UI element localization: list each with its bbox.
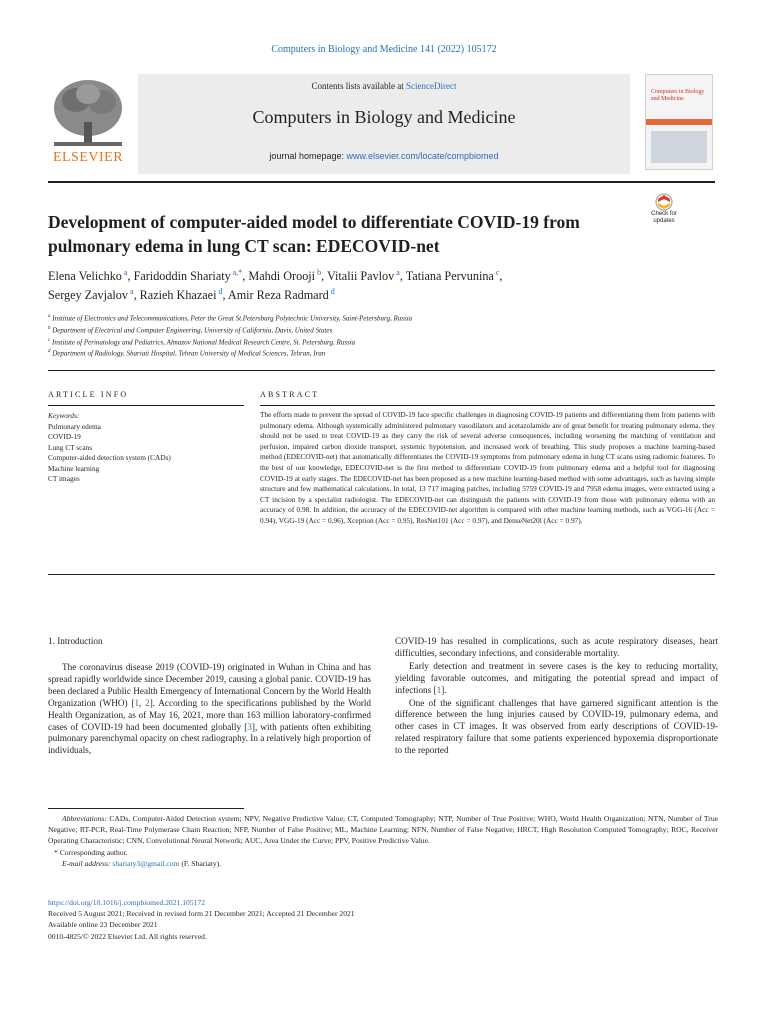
header-divider: [48, 181, 715, 183]
affiliation-text: Department of Electrical and Computer Engineering, University of California, Davis, United States: [50, 326, 333, 335]
affiliation-mark: c: [48, 337, 51, 343]
author-separator: ,: [127, 269, 134, 283]
sciencedirect-link[interactable]: ScienceDirect: [406, 81, 457, 91]
journal-homepage: [138, 151, 630, 161]
author-separator: ,: [321, 269, 327, 283]
footnotes: [48, 813, 718, 869]
author-separator: ,: [133, 288, 140, 302]
email-footnote: [48, 858, 718, 869]
email-suffix: (F. Shariaty).: [179, 858, 222, 868]
citation-link[interactable]: 1: [134, 697, 140, 708]
body-column-left: [48, 662, 371, 757]
abstract-divider: [260, 405, 715, 406]
author-affiliation-mark[interactable]: d: [216, 286, 223, 296]
author-name[interactable]: Tatiana Pervunina: [405, 269, 494, 283]
cover-band: [646, 119, 712, 125]
keyword-item: COVID-19: [48, 432, 81, 441]
check-updates-icon: [648, 193, 680, 211]
author-separator: ,: [399, 269, 406, 283]
paragraph-text: Early detection and treatment in severe cases is the key to reducing mortality, yielding favorable outcomes, and mitigating the potential spread and impact of infections [: [395, 660, 718, 695]
corresponding-text: Corresponding author.: [57, 847, 128, 857]
affiliation-mark: a: [48, 314, 51, 319]
email-link[interactable]: shariaty3@gmail.com: [112, 858, 180, 868]
introduction-heading: 1. Introduction: [48, 636, 103, 646]
article-title: Development of computer-aided model to differentiate COVID-19 from pulmonary edema in lung CT scan: EDECOVID-net: [48, 212, 580, 256]
affiliation-item: [48, 336, 688, 348]
journal-title[interactable]: Computers in Biology and Medicine: [252, 107, 516, 127]
available-online: Available online 23 December 2021: [48, 920, 158, 930]
body-paragraph: [395, 636, 718, 660]
keywords-block: [48, 411, 244, 485]
affiliation-text: Institute of Electronics and Telecommunications, Peter the Great St.Petersburg Polytechnic University, Saint-Petersburg, Russia: [50, 314, 413, 323]
corresponding-mark: *: [54, 847, 58, 857]
author-affiliation-mark[interactable]: a: [121, 267, 128, 277]
affiliation-item: [48, 347, 688, 359]
author-name[interactable]: Vitalii Pavlov: [326, 269, 395, 283]
journal-reference[interactable]: Computers in Biology and Medicine 141 (2022) 105172: [271, 44, 497, 55]
citation-link[interactable]: 1: [436, 684, 442, 695]
keyword-item: Lung CT scans: [48, 442, 93, 452]
affiliations: [48, 312, 688, 359]
article-info-heading: ARTICLE INFO: [48, 390, 129, 399]
corresponding-author-footnote: [48, 847, 718, 858]
publisher-wordmark: ELSEVIER: [52, 150, 124, 165]
author-affiliation-mark[interactable]: c: [493, 267, 500, 277]
doi-link[interactable]: https://doi.org/10.1016/j.compbiomed.2021.105172: [48, 898, 206, 907]
paragraph-text: ], with patients often exhibiting pulmonary parenchymal opacity on chest radiography. In a relatively high proportion of individuals,: [48, 721, 371, 756]
abstract-heading: ABSTRACT: [260, 390, 320, 399]
citation-link[interactable]: 3: [247, 721, 252, 732]
author-name[interactable]: Faridoddin Shariaty: [133, 269, 231, 283]
affiliations-divider: [48, 370, 715, 371]
paragraph-text: COVID-19 has resulted in complications, such as acute respiratory diseases, heart difficulties, secondary infections, and considerable mortality.: [395, 636, 718, 658]
author-affiliation-mark[interactable]: a: [128, 286, 134, 296]
author-name[interactable]: Razieh Khazaei: [139, 288, 217, 302]
body-paragraph: [395, 698, 718, 758]
abbreviations-text: CADs, Computer-Aided Detection system; NPV, Negative Predictive Value; CT, Computed Tomography; NTP, Number of True Positive; WHO, World Health Organization; NTN, Number of True Negative; RT-PCR, Real-Time Polymerase Chain Reaction; NFP, Number of False Positive; ML, Machine Learning; NFN, Number of False Negative; HRCT, High Resolution Computed Tomography; ROC, Receiver Operating Characteristic; CNN, Convolutional Neural Network; AUC, Area Under the Curve; PPV, Positive Predictive Value.: [48, 814, 718, 846]
author-affiliation-mark[interactable]: b: [315, 267, 322, 277]
affiliation-item: [48, 312, 688, 324]
author-name[interactable]: Elena Velichko: [48, 269, 122, 283]
body-paragraph: [48, 662, 371, 757]
affiliation-text: Institute of Perinatology and Pediatrics, Almazov National Medical Research Centre, St. Petersburg, Russia: [50, 337, 356, 346]
homepage-link[interactable]: www.elsevier.com/locate/compbiomed: [346, 151, 499, 161]
keyword-item: Machine learning: [48, 463, 100, 473]
paragraph-text: The coronavirus disease 2019 (COVID-19) originated in Wuhan in China and has spread rapidly worldwide since December 2019, causing a global panic. COVID-19 has been declared a Public Health Emergency of International Concern by the World Health Organization (WHO) [: [48, 662, 371, 708]
received-dates: Received 5 August 2021; Received in revised form 21 December 2021; Accepted 21 December 2021: [48, 909, 355, 919]
keyword-item: Computer-aided detection system (CADs): [48, 453, 171, 462]
author-list: [48, 267, 688, 305]
author-affiliation-mark[interactable]: d: [328, 286, 335, 296]
elsevier-logo: [48, 74, 128, 170]
email-label: E-mail address:: [62, 858, 111, 868]
paragraph-text: One of the significant challenges that have garnered significant attention is the difference between the lung injuries caused by COVID-19, pulmonary edema, and other cases in CT images. It was observed from early descriptions of COVID-19-related respiratory failure that some patients experienced hypoxemia disproportionate to the reported: [395, 697, 718, 756]
keyword-item: CT images: [48, 474, 80, 483]
check-updates-label[interactable]: Check for updates: [651, 211, 677, 224]
keywords-label: Keywords:: [48, 411, 80, 420]
footnote-divider: [48, 808, 244, 809]
abstract-bottom-divider: [48, 574, 715, 575]
keyword-item: Pulmonary edema: [48, 421, 101, 431]
author-separator: ,: [242, 269, 249, 283]
body-column-right: [395, 636, 718, 757]
affiliation-mark: d: [48, 349, 51, 355]
abbreviations-footnote: [48, 813, 718, 847]
affiliation-text: Department of Radiology, Shariati Hospital, Tehran University of Medical Sciences, Tehran, Iran: [50, 349, 326, 358]
author-name[interactable]: Sergey Zavjalov: [48, 288, 128, 302]
article-info-divider: [48, 405, 244, 406]
copyright-line: 0010-4825/© 2022 Elsevier Ltd. All rights reserved.: [48, 931, 207, 941]
homepage-label: journal homepage:: [269, 151, 347, 161]
citation-link[interactable]: 2: [145, 697, 150, 708]
contents-prefix: Contents lists available at: [311, 81, 406, 91]
contents-availability: [138, 81, 630, 91]
journal-cover-thumbnail[interactable]: [645, 74, 713, 170]
abbreviations-label: Abbreviations:: [62, 814, 107, 823]
paragraph-text: ]. According to the specifications published by the World Health Organization, as of May 16, 2021, more than 163 million laboratory-confirmed cases of COVID-19 had been documented globally [: [48, 697, 371, 732]
body-paragraph: [395, 661, 718, 697]
paragraph-text: ,: [139, 697, 146, 708]
article-front-matter: [48, 897, 718, 942]
author-affiliation-mark[interactable]: a,*: [230, 267, 243, 277]
author-separator: ,: [222, 288, 228, 302]
cover-title: Computers in Biology and Medicine: [651, 89, 705, 102]
cover-art: [651, 131, 707, 163]
affiliation-item: [48, 324, 688, 336]
paragraph-text: ].: [441, 684, 447, 695]
author-affiliation-mark[interactable]: a: [394, 267, 400, 277]
author-separator: ,: [499, 269, 503, 283]
author-name[interactable]: Mahdi Orooji: [248, 269, 316, 283]
abstract-text: The efforts made to prevent the spread of COVID-19 face specific challenges in diagnosing COVID-19 patients and differentiating them from patients with pulmonary edema. Although systemically administered pulmonary vasodilators and acetazolamide are of great benefit for treating pulmonary edema, they should not be used to treat COVID-19 as they carry the risk of several adverse consequences, including worsening the matching of ventilation and perfusion, impaired carbon dioxide transport, systemic hypotension, and increased work of breathing. This study proposes a machine learning-based method (EDECOVID-net) that automatically differentiates the COVID-19 symptoms from pulmonary edema in lung CT scans using radiomic features. To the best of our knowledge, EDECOVID-net is the first method to differentiate COVID-19 from pulmonary edema and a helpful tool for diagnosing COVID-19 at early stages. The EDECOVID-net has been proposed as a new machine learning-based method with some advantages, such as having simple structure and few mathematical calculations. In total, 13 717 imaging patches, including 5759 COVID-19 and 7958 edema images, were extracted using a CT incision by a specialist radiologist. The EDECOVID-net can distinguish the patients with COVID-19 from those with pulmonary edema with an accuracy of 0.98. In addition, the accuracy of the EDECOVID-net algorithm is compared with other machine learning methods, such as VGG-16 (Acc = 0.94), VGG-19 (Acc = 0.96), Xception (Acc = 0.95), ResNet101 (Acc = 0.97), and DenseNet20l (Acc = 0.97).: [260, 410, 715, 525]
affiliation-mark: b: [48, 325, 51, 331]
author-name[interactable]: Amir Reza Radmard: [227, 288, 329, 302]
keyword-list: [48, 422, 244, 485]
